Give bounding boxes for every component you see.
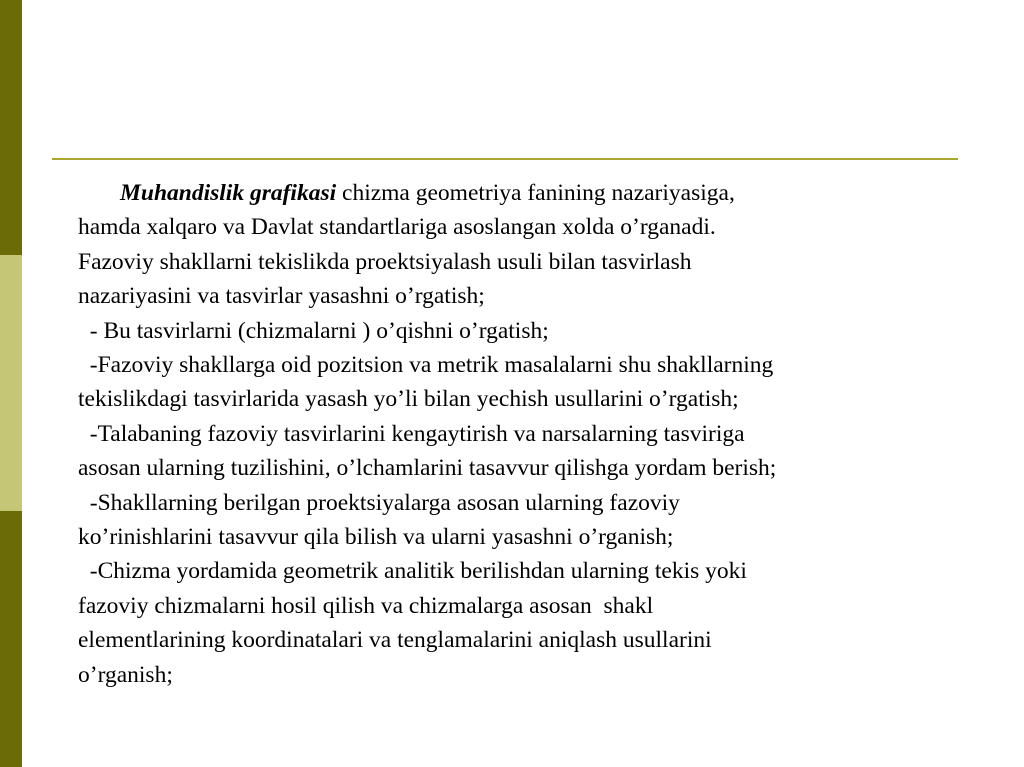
bullet-line-4: -Shakllarning berilgan proektsiyalarga asosan ularning fazoviy: [78, 489, 680, 516]
bullet-line-1: - Bu tasvirlarni (chizmalarni ) o’qishni o’rgatish;: [78, 317, 549, 344]
paragraph-line-2: hamda xalqaro va Davlat standartlariga asoslangan xolda o’rganadi.: [78, 214, 716, 241]
paragraph-line-1: Muhandislik grafikasi chizma geometriya fanining nazariyasiga,: [120, 180, 735, 206]
slide-body: [78, 176, 978, 692]
bullet-line-4-cont: ko’rinishlarini tasavvur qila bilish va ularni yasashni o’rganish;: [78, 524, 674, 551]
title-divider: [52, 158, 958, 160]
bullet-line-3: -Talabaning fazoviy tasvirlarini kengaytirish va narsalarning tasviriga: [78, 420, 745, 447]
bullet-line-5-cont-2: elementlarining koordinatalari va tenglamalarini aniqlash usullarini: [78, 627, 712, 654]
bullet-line-5-cont-1: fazoviy chizmalarni hosil qilish va chizmalarga asosan shakl: [78, 592, 654, 619]
bullet-line-5-cont-3: o’rganish;: [78, 661, 173, 688]
side-strip-top: [0, 0, 22, 255]
side-strip-middle: [0, 255, 22, 511]
bullet-line-2: -Fazoviy shakllarga oid pozitsion va metrik masalalarni shu shakllarning: [78, 352, 774, 379]
lead-term: Muhandislik grafikasi: [120, 180, 337, 206]
paragraph-line-3: Fazoviy shakllarni tekislikda proektsiyalash usuli bilan tasvirlash: [78, 248, 692, 275]
paragraph-line-4: nazariyasini va tasvirlar yasashni o’rgatish;: [78, 283, 485, 310]
bullet-line-3-cont: asosan ularning tuzilishini, o’lchamlarini tasavvur qilishga yordam berish;: [78, 455, 777, 482]
bullet-line-5: -Chizma yordamida geometrik analitik berilishdan ularning tekis yoki: [78, 558, 747, 585]
bullet-line-2-cont: tekislikdagi tasvirlarida yasash yo’li bilan yechish usullarini o’rgatish;: [78, 386, 739, 413]
side-strip-bottom: [0, 511, 22, 767]
